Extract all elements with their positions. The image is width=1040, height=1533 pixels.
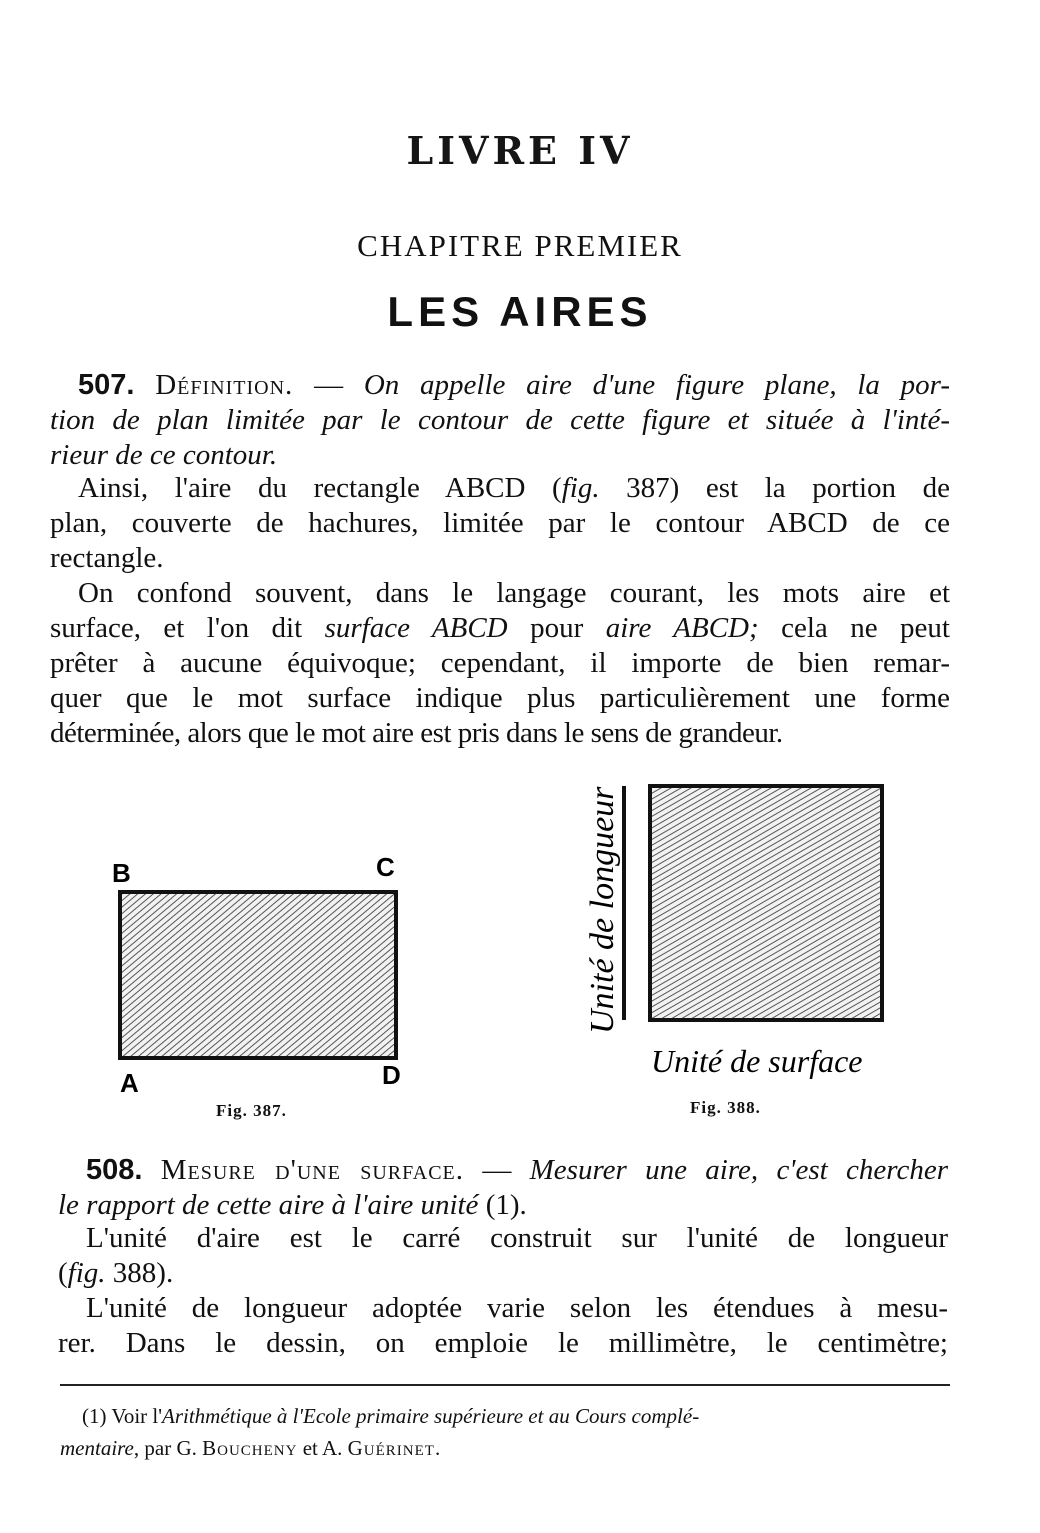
footnote-divider [60, 1384, 950, 1386]
section-number: 508. [86, 1154, 143, 1186]
section-number: 507. [78, 369, 135, 401]
paragraph-line: surface, et l'on dit surface ABCD pour aire ABCD; cela ne peut [50, 612, 950, 644]
paragraph-line: rer. Dans le dessin, on emploie le millimètre, le centimètre; [58, 1327, 948, 1359]
paragraph-ainsi [50, 471, 950, 576]
figure-388 [565, 762, 895, 1092]
paragraph-line: 507. Définition. — On appelle aire d'une figure plane, la por- [78, 369, 951, 401]
footnote-line: mentaire, par G. Boucheny et A. Guérinet. [60, 1436, 441, 1460]
unit-surface-label: Unité de surface [651, 1043, 863, 1079]
vertex-label-b: B [112, 858, 131, 888]
paragraph-line: L'unité d'aire est le carré construit sur l'unité de longueur [86, 1222, 948, 1254]
paragraph-line: On confond souvent, dans le langage courant, les mots aire et [78, 577, 950, 609]
paragraph-line: L'unité de longueur adoptée varie selon les étendues à mesu- [86, 1292, 948, 1324]
figure-387 [100, 840, 430, 1100]
figure-387-caption: Fig. 387. [216, 1101, 287, 1120]
figure-388-caption: Fig. 388. [690, 1098, 761, 1117]
book-heading: LIVRE IV [406, 128, 634, 173]
footnote-line: (1) Voir l'Arithmétique à l'Ecole primaire supérieure et au Cours complé- [82, 1404, 700, 1428]
hatched-rectangle [120, 892, 396, 1058]
paragraph-line: rieur de ce contour. [50, 439, 278, 471]
unit-square [650, 786, 882, 1020]
paragraph-line: quer que le mot surface indique plus particulièrement une forme [50, 682, 950, 714]
footnote [60, 1400, 955, 1464]
paragraph-line: tion de plan limitée par le contour de cette figure et située à l'inté- [50, 404, 950, 436]
section-label: Définition. [155, 369, 294, 401]
paragraph-line: Ainsi, l'aire du rectangle ABCD (fig. 387) est la portion de [78, 472, 950, 504]
paragraph-508 [58, 1153, 948, 1223]
chapter-heading: CHAPITRE PREMIER [357, 228, 683, 263]
paragraph-line: déterminée, alors que le mot aire est pris dans le sens de grandeur. [50, 717, 783, 749]
paragraph-507 [50, 368, 950, 473]
paragraph-line: 508. Mesure d'une surface. — Mesurer une aire, c'est chercher [86, 1154, 949, 1186]
paragraph-longueur [58, 1291, 948, 1361]
paragraph-line: le rapport de cette aire à l'aire unité (1). [58, 1189, 527, 1221]
paragraph-line: rectangle. [50, 542, 164, 574]
vertex-label-c: C [376, 852, 395, 882]
paragraph-unite [58, 1221, 948, 1291]
paragraph-line: plan, couverte de hachures, limitée par le contour ABCD de ce [50, 507, 950, 539]
section-label: Mesure d'une surface. [160, 1154, 465, 1186]
vertex-label-a: A [120, 1068, 139, 1098]
paragraph-line: prêter à aucune équivoque; cependant, il importe de bien remar- [50, 647, 950, 679]
vertex-label-d: D [382, 1060, 401, 1090]
paragraph-line: (fig. 388). [58, 1257, 174, 1289]
paragraph-confond [50, 576, 950, 751]
unit-length-label: Unité de longueur [584, 786, 621, 1034]
chapter-title: LES AIRES [387, 288, 653, 335]
